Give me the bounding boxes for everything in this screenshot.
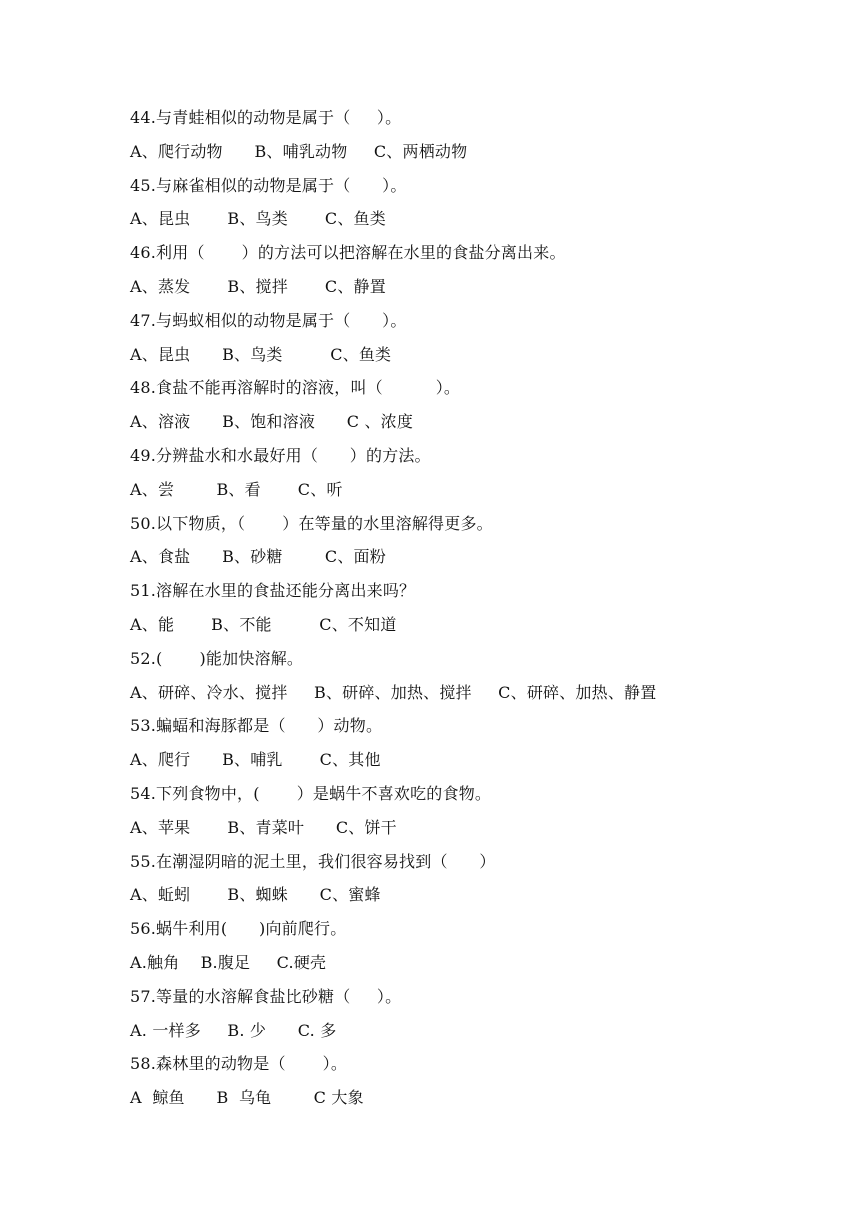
question-list bbox=[130, 101, 750, 1115]
question-53: 53.蝙蝠和海豚都是（ ）动物。 bbox=[130, 716, 383, 736]
options-53: A、爬行 B、哺乳 C、其他 bbox=[130, 750, 381, 770]
options-58: A 鲸鱼 B 乌龟 C 大象 bbox=[130, 1088, 364, 1108]
question-56: 56.蜗牛利用( )向前爬行。 bbox=[130, 919, 347, 939]
options-46: A、蒸发 B、搅拌 C、静置 bbox=[130, 276, 386, 296]
question-52: 52.( )能加快溶解。 bbox=[130, 648, 304, 668]
options-48: A、溶液 B、饱和溶液 C 、浓度 bbox=[130, 412, 414, 432]
question-55: 55.在潮湿阴暗的泥土里，我们很容易找到（ ） bbox=[130, 851, 496, 871]
options-55: A、蚯蚓 B、蜘蛛 C、蜜蜂 bbox=[130, 885, 381, 905]
question-50: 50.以下物质，（ ）在等量的水里溶解得更多。 bbox=[130, 513, 493, 533]
question-45: 45.与麻雀相似的动物是属于（ ）。 bbox=[130, 175, 407, 195]
question-44: 44.与青蛙相似的动物是属于（ ）。 bbox=[130, 108, 402, 127]
options-56: A.触角 B.腹足 C.硬壳 bbox=[130, 952, 327, 972]
options-47: A、昆虫 B、鸟类 C、鱼类 bbox=[130, 344, 392, 364]
options-49: A、尝 B、看 C、听 bbox=[130, 479, 343, 499]
question-54: 54.下列食物中，( ）是蜗牛不喜欢吃的食物。 bbox=[130, 783, 492, 803]
options-50: A、食盐 B、砂糖 C、面粉 bbox=[130, 547, 386, 567]
question-51: 51.溶解在水里的食盐还能分离出来吗？ bbox=[130, 581, 416, 601]
question-57: 57.等量的水溶解食盐比砂糖（ ）。 bbox=[130, 986, 402, 1006]
options-52: A、研碎、冷水、搅拌 B、研碎、加热、搅拌 C、研碎、加热、静置 bbox=[130, 682, 657, 702]
question-49: 49.分辨盐水和水最好用（ ）的方法。 bbox=[130, 445, 431, 465]
question-48: 48.食盐不能再溶解时的溶液，叫（ ）。 bbox=[130, 378, 461, 398]
question-58: 58.森林里的动物是（ ）。 bbox=[130, 1054, 348, 1074]
options-54: A、苹果 B、青菜叶 C、饼干 bbox=[130, 817, 397, 837]
question-46: 46.利用（ ）的方法可以把溶解在水里的食盐分离出来。 bbox=[130, 243, 566, 263]
options-45: A、昆虫 B、鸟类 C、鱼类 bbox=[130, 209, 386, 229]
options-44: A、爬行动物 B、哺乳动物 C、两栖动物 bbox=[130, 141, 468, 161]
question-47: 47.与蚂蚁相似的动物是属于（ ）。 bbox=[130, 310, 407, 330]
options-57: A. 一样多 B. 少 C. 多 bbox=[130, 1020, 337, 1040]
options-51: A、能 B、不能 C、不知道 bbox=[130, 614, 397, 634]
